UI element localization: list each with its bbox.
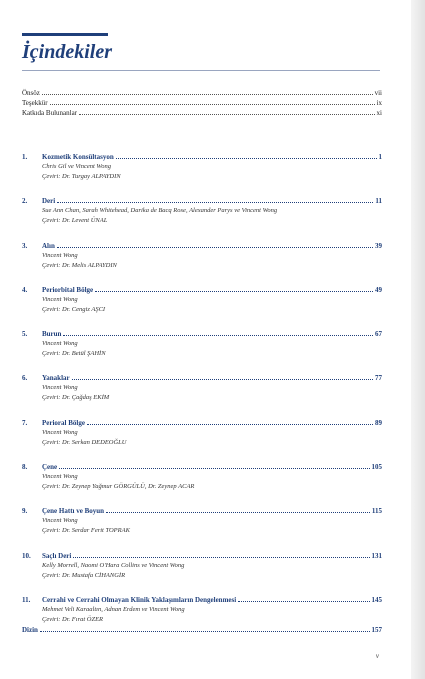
chapter-page: 11: [375, 197, 382, 206]
front-matter-page: ix: [376, 99, 382, 107]
index-label: Dizin: [22, 626, 38, 634]
front-matter-label: Teşekkür: [22, 99, 48, 107]
chapter-entry[interactable]: [22, 373, 382, 417]
chapter-title: Kozmetik Konsültasyon: [42, 153, 114, 161]
front-matter-label: Katkıda Bulunanlar: [22, 109, 78, 117]
title-accent-rule: [22, 33, 108, 36]
leader-dots: [57, 196, 373, 203]
chapter-page: 77: [375, 374, 382, 383]
chapter-entry[interactable]: [22, 152, 382, 196]
chapter-entry[interactable]: [22, 551, 382, 595]
leader-dots: [106, 506, 370, 513]
chapter-number: 6.: [22, 374, 28, 383]
chapter-entry[interactable]: [22, 418, 382, 462]
chapter-number: 9.: [22, 507, 28, 516]
chapter-title: Cerrahi ve Cerrahi Olmayan Klinik Yaklaşımların Dengelenmesi: [42, 595, 237, 604]
chapter-authors: Mehmet Veli Karaaltın, Adnan Erdem ve Vincent Wong: [42, 605, 185, 613]
chapter-authors: Sue Ann Chan, Sarah Whitehead, Darika de Bacq Rose, Alexander Parys ve Vincent Wong: [42, 207, 278, 215]
chapter-title: Saçlı Deri: [42, 551, 72, 560]
chapter-heading[interactable]: [22, 506, 382, 516]
chapter-heading[interactable]: [22, 196, 382, 206]
chapter-title: Burun: [42, 330, 62, 339]
chapter-translator: Çeviri: Dr. Serkan DEDEOĞLU: [42, 438, 127, 446]
chapter-number: 3.: [22, 241, 28, 250]
chapter-title: Çene Hattı ve Boyun: [42, 507, 105, 516]
chapter-translator: Çeviri: Dr. Çağdaş EKİM: [42, 394, 110, 402]
leader-dots: [40, 625, 370, 632]
leader-dots: [95, 285, 373, 292]
chapter-page: 49: [375, 285, 382, 294]
leader-dots: [50, 98, 375, 105]
chapter-number: 4.: [22, 285, 28, 294]
index-heading[interactable]: [22, 625, 382, 635]
front-matter-page: vii: [374, 89, 382, 97]
leader-dots: [63, 329, 373, 336]
chapter-number: 10.: [22, 551, 31, 560]
chapter-heading[interactable]: [22, 418, 382, 428]
page-edge-shadow: [411, 0, 425, 679]
page-title: İçindekiler: [22, 41, 112, 63]
chapter-title: Deri: [42, 197, 56, 206]
chapter-number: 1.: [22, 153, 28, 161]
chapter-entry[interactable]: [22, 241, 382, 285]
chapter-page: 105: [371, 463, 382, 472]
chapter-heading[interactable]: [22, 329, 382, 339]
chapter-page: 67: [375, 330, 382, 339]
chapter-heading[interactable]: [22, 462, 382, 472]
chapter-heading[interactable]: [22, 551, 382, 561]
chapter-page: 1: [378, 153, 382, 161]
chapter-authors: Chris Gil ve Vincent Wong: [42, 163, 111, 170]
front-matter-item[interactable]: [22, 88, 382, 98]
chapter-authors: Vincent Wong: [42, 517, 78, 525]
leader-dots: [57, 241, 373, 248]
chapter-translator: Çeviri: Dr. Zeynep Yağmur GÖRGÜLÜ, Dr. Zeynep ACAR: [42, 483, 195, 491]
chapter-authors: Vincent Wong: [42, 473, 78, 481]
chapter-title: Alın: [42, 241, 55, 250]
chapter-heading[interactable]: [22, 241, 382, 251]
chapter-title: Periorbital Bölge: [42, 285, 94, 294]
chapter-authors: Kelly Morrell, Naomi O'Hara Collins ve Vincent Wong: [42, 561, 185, 569]
chapter-heading[interactable]: [22, 373, 382, 383]
chapter-heading[interactable]: [22, 285, 382, 295]
chapter-translator: Çeviri: Dr. Betül ŞAHİN: [42, 350, 106, 358]
leader-dots: [42, 88, 373, 95]
chapter-title: Perioral Bölge: [42, 418, 85, 427]
front-matter-item[interactable]: [22, 98, 382, 108]
chapter-heading[interactable]: [22, 595, 382, 605]
leader-dots: [116, 152, 377, 159]
chapter-entry[interactable]: [22, 462, 382, 506]
chapter-number: 5.: [22, 330, 28, 339]
chapter-page: 39: [375, 241, 382, 250]
chapter-translator: Çeviri: Dr. Levent ÜNAL: [42, 217, 108, 225]
chapter-authors: Vincent Wong: [42, 384, 78, 392]
chapter-translator: Çeviri: Dr. Turgay ALPAYDIN: [42, 173, 121, 180]
page-number: v: [375, 652, 379, 660]
chapter-authors: Vincent Wong: [42, 340, 78, 348]
chapter-translator: Çeviri: Dr. Mustafa CİHANGİR: [42, 571, 126, 579]
chapter-heading[interactable]: [22, 152, 382, 162]
chapter-number: 11.: [22, 595, 31, 604]
chapter-entry[interactable]: [22, 329, 382, 373]
chapter-list: [22, 152, 382, 639]
title-underline: [22, 70, 380, 71]
index-entry[interactable]: [22, 625, 382, 635]
chapter-translator: Çeviri: Dr. Fırat ÖZER: [42, 615, 104, 623]
chapter-translator: Çeviri: Dr. Serdar Ferit TOPRAK: [42, 527, 130, 535]
leader-dots: [73, 551, 369, 558]
index-page: 157: [371, 626, 382, 634]
chapter-title: Çene: [42, 463, 58, 472]
leader-dots: [79, 108, 375, 115]
chapter-authors: Vincent Wong: [42, 295, 78, 303]
chapter-entry[interactable]: [22, 506, 382, 550]
chapter-translator: Çeviri: Dr. Cengiz AŞCI: [42, 305, 106, 313]
leader-dots: [87, 418, 373, 425]
chapter-page: 131: [371, 551, 382, 560]
chapter-page: 89: [375, 418, 382, 427]
chapter-translator: Çeviri: Dr. Melis ALPAYDIN: [42, 261, 117, 269]
chapter-page: 115: [371, 507, 382, 516]
front-matter-list: [22, 88, 382, 118]
chapter-number: 2.: [22, 197, 28, 206]
leader-dots: [238, 595, 369, 602]
chapter-page: 145: [371, 595, 382, 604]
chapter-entry[interactable]: [22, 196, 382, 240]
front-matter-item[interactable]: [22, 108, 382, 118]
chapter-number: 8.: [22, 463, 28, 472]
chapter-number: 7.: [22, 418, 28, 427]
leader-dots: [72, 373, 373, 380]
chapter-entry[interactable]: [22, 285, 382, 329]
front-matter-page: xi: [376, 109, 382, 117]
leader-dots: [59, 462, 369, 469]
front-matter-label: Önsöz: [22, 89, 40, 97]
chapter-title: Yanaklar: [42, 374, 70, 383]
chapter-authors: Vincent Wong: [42, 428, 78, 436]
chapter-authors: Vincent Wong: [42, 251, 78, 259]
